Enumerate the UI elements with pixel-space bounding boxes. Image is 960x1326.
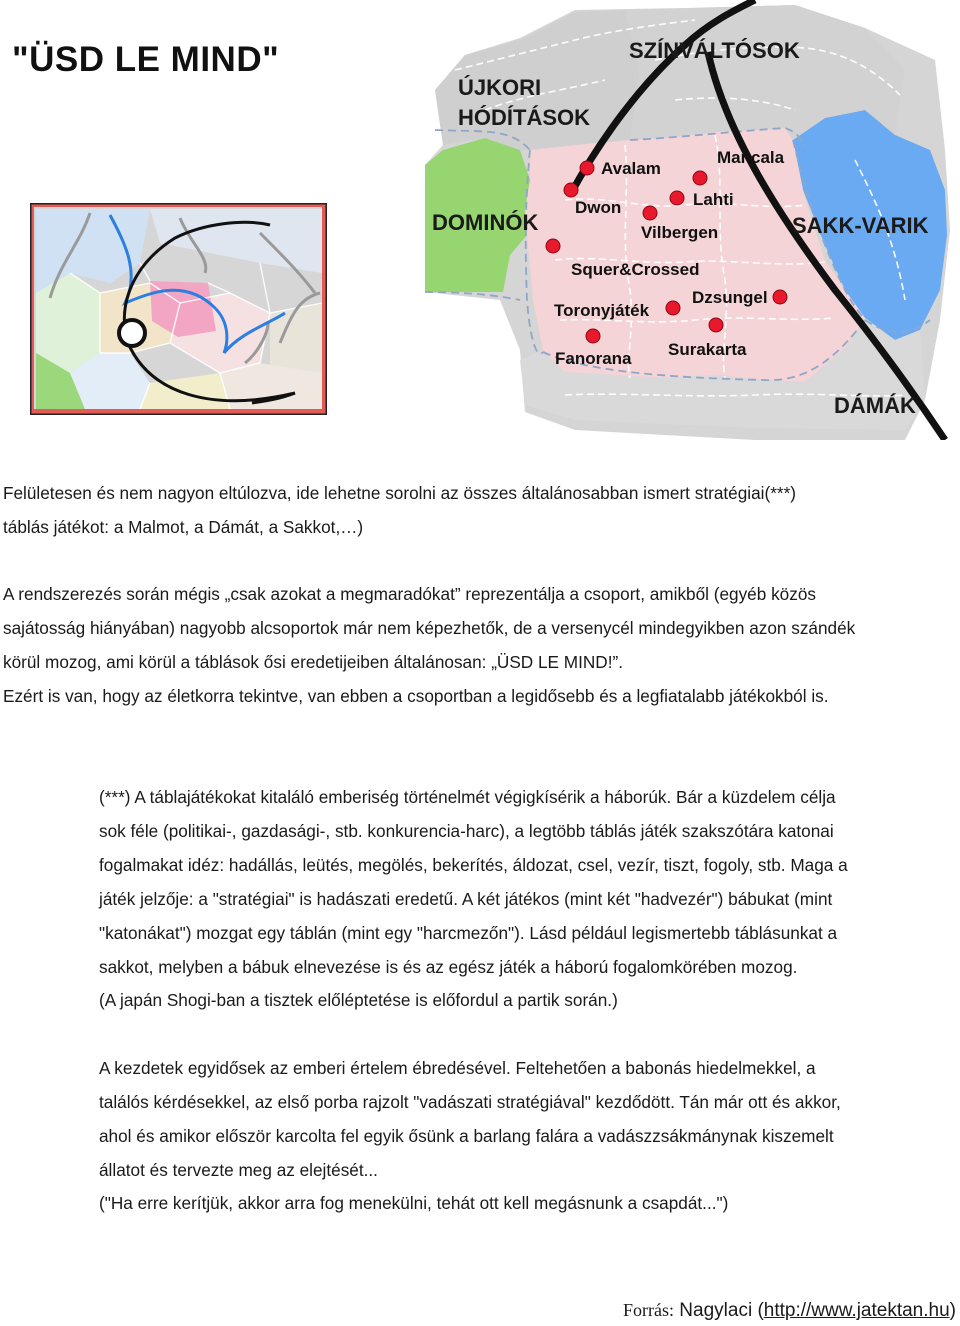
note-line: sakkot, melyben a bábuk elnevezése is és az egész játék a háború fogalomkörében mozog.	[99, 957, 798, 977]
note-line: állatot és tervezte meg az elejtését...	[99, 1160, 378, 1180]
city-label-lahti: Lahti	[693, 190, 734, 209]
overview-map	[30, 203, 327, 415]
source-label: Forrás:	[623, 1300, 675, 1320]
note-line: (A japán Shogi-ban a tisztek előléptetése is előfordul a partik során.)	[99, 990, 618, 1010]
note-line: ahol és amikor először karcolta fel egyik ősünk a barlang falára a vadászzsákmánynak kiszemelt	[99, 1126, 834, 1146]
city-fanorana	[555, 349, 632, 368]
paragraph-line: sajátosság hiányában) nagyobb alcsoportok már nem képezhetők, de a versenycél mindegyikben azon szándék	[3, 618, 856, 638]
note-line: ("Ha erre kerítjük, akkor arra fog menekülni, tehát ott kell megásnunk a csapdát...")	[99, 1193, 729, 1213]
city-label-dzsungel: Dzsungel	[692, 288, 768, 307]
region-label-ujkori: ÚJKORI	[458, 75, 542, 100]
page-title: "ÜSD LE MIND"	[12, 40, 280, 79]
city-label-dwon: Dwon	[575, 198, 622, 217]
city-label-vilbergen: Vilbergen	[641, 223, 719, 242]
note-line: (***) A táblajátékokat kitaláló emberiség történelmét végigkísérik a háborúk. Bár a küzdelem célja	[99, 787, 836, 807]
region-label-dominok: DOMINÓK	[432, 210, 539, 235]
note-line: "katonákat") mozgat egy táblán (mint egy "harcmezőn"). Lásd például legismertebb táblásunkat a	[99, 923, 838, 943]
city-label-avalam: Avalam	[601, 159, 661, 178]
paragraph-line: táblás játékot: a Malmot, a Dámát, a Sakkot,…)	[3, 517, 364, 537]
paragraph-line: Felületesen és nem nagyon eltúlozva, ide lehetne sorolni az összes általánosabban ismert stratégiai(***)	[3, 483, 796, 503]
region-label-szinvaltosok: SZÍNVÁLTÓSOK	[629, 38, 800, 63]
region-label-hoditasok: HÓDÍTÁSOK	[458, 105, 590, 130]
city-label-fanorana: Fanorana	[555, 349, 632, 368]
city-toronyjatek-2	[666, 301, 680, 315]
source-credit	[623, 1300, 956, 1322]
region-map	[425, 0, 960, 440]
city-label-squer-crossed: Squer&Crossed	[571, 260, 700, 279]
city-label-mancala: Mancala	[717, 148, 785, 167]
note-line: játék jelzője: a "stratégiai" is hadászati eredetű. A két játékos (mint két "hadvezér") bábukat (mint	[99, 889, 833, 909]
city-label-surakarta: Surakarta	[668, 340, 747, 359]
paragraph-line: körül mozog, ami körül a táblások ősi eredetijeiben általánosan: „ÜSD LE MIND!”.	[3, 652, 623, 672]
source-author: Nagylaci (	[679, 1300, 764, 1321]
note-line: találós kérdésekkel, az első porba rajzolt "vadászati stratégiával" kezdődött. Tán már ott és akkor,	[99, 1092, 841, 1112]
note-line: sok féle (politikai-, gazdasági-, stb. konkurencia-harc), a legtöbb táblás játék szakszótára katonai	[99, 821, 834, 841]
source-close: )	[949, 1300, 956, 1321]
region-label-damak: DÁMÁK	[834, 393, 916, 418]
region-label-sakk-varik: SAKK-VARIK	[792, 213, 929, 238]
note-line: A kezdetek egyidősek az emberi értelem ébredésével. Feltehetően a babonás hiedelmekkel, a	[99, 1058, 816, 1078]
note-line: fogalmakat idéz: hadállás, leütés, megölés, bekerítés, áldozat, csel, vezír, tiszt, fogoly, stb. Maga a	[99, 855, 848, 875]
source-link[interactable]: http://www.jatektan.hu	[763, 1300, 950, 1321]
paragraph-line: Ezért is van, hogy az életkorra tekintve, van ebben a csoportban a legidősebb és a legfiatalabb játékokból is.	[3, 686, 829, 706]
city-label-toronyjatek: Toronyjáték	[554, 301, 650, 320]
paragraph-line: A rendszerezés során mégis „csak azokat a megmaradókat” reprezentálja a csoport, amikből (egyéb közös	[3, 584, 816, 604]
